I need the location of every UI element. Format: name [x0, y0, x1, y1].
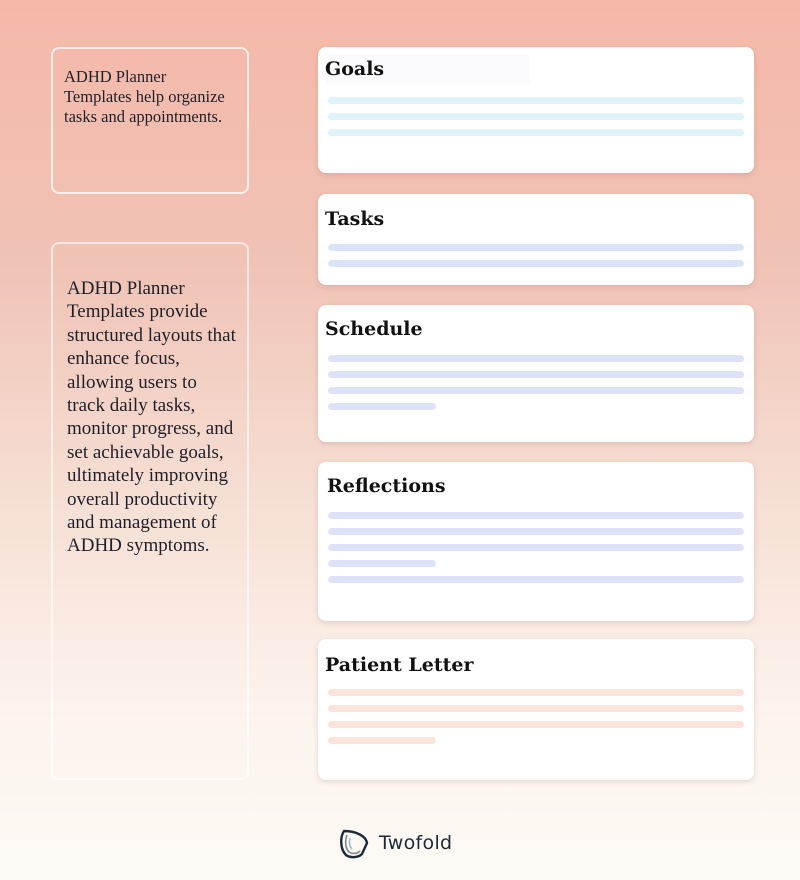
tasks-card — [318, 194, 754, 285]
schedule-card-title: Schedule — [325, 318, 423, 340]
tasks-card-title: Tasks — [325, 208, 385, 230]
goals-placeholder-line — [328, 113, 744, 120]
description-note — [51, 242, 249, 780]
patient-letter-placeholder-line — [328, 721, 744, 728]
schedule-placeholder-line — [328, 355, 744, 362]
twofold-logo-icon — [338, 827, 370, 859]
brand-name: Twofold — [379, 832, 453, 854]
goals-placeholder-line — [328, 129, 744, 136]
reflections-placeholder-line — [328, 544, 744, 551]
reflections-placeholder-line — [328, 576, 744, 583]
patient-letter-placeholder-line — [328, 689, 744, 696]
goals-card-title: Goals — [325, 58, 385, 80]
patient-letter-placeholder-line — [328, 705, 744, 712]
reflections-placeholder-line — [328, 560, 436, 567]
reflections-card-title: Reflections — [327, 475, 446, 497]
goals-card — [318, 47, 754, 173]
patient-letter-placeholder-line — [328, 737, 436, 744]
summary-note-text: ADHD Planner Templates help organize tasks and appointments. — [64, 67, 225, 126]
patient-letter-card-title: Patient Letter — [325, 654, 474, 676]
reflections-placeholder-line — [328, 528, 744, 535]
schedule-card — [318, 305, 754, 442]
schedule-placeholder-line — [328, 403, 436, 410]
tasks-placeholder-line — [328, 260, 744, 267]
schedule-placeholder-line — [328, 371, 744, 378]
description-note-text: ADHD Planner Templates provide structured layouts that enhance focus, allowing users to track daily tasks, monitor progress, and set achievable goals, ultimately improving overall productivity and management of ADHD symptoms. — [67, 278, 236, 557]
brand-logo — [338, 826, 452, 860]
reflections-placeholder-line — [328, 512, 744, 519]
reflections-card — [318, 462, 754, 621]
tasks-placeholder-line — [328, 244, 744, 251]
patient-letter-card — [318, 639, 754, 780]
summary-note — [51, 47, 249, 194]
goals-placeholder-line — [328, 97, 744, 104]
schedule-placeholder-line — [328, 387, 744, 394]
